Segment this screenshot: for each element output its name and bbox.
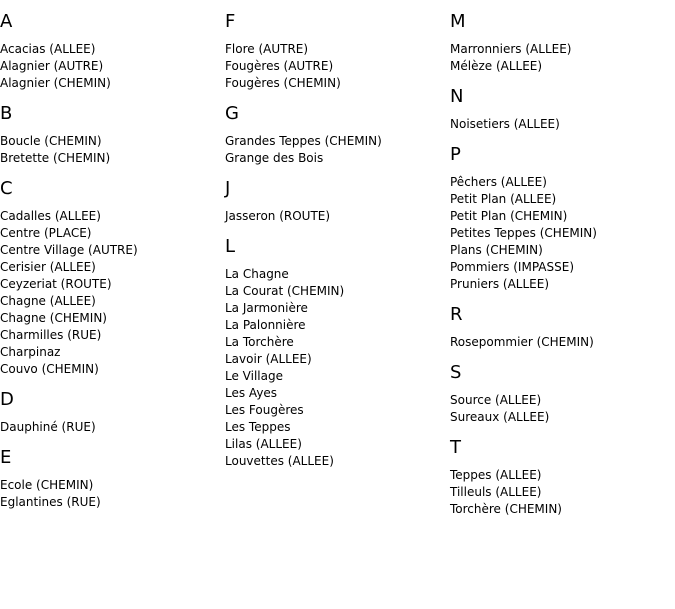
letter-heading: L [225,236,236,257]
street-entry: La Courat (CHEMIN) [225,284,345,298]
street-entry: La Jarmonière [225,301,308,315]
street-entry: La Torchère [225,335,294,349]
street-entry: Petit Plan (ALLEE) [450,192,557,206]
letter-group [0,447,225,511]
letter-heading: A [0,11,13,32]
street-entry: Source (ALLEE) [450,393,542,407]
street-entry: Jasseron (ROUTE) [225,209,331,223]
street-list [225,208,450,225]
street-list [450,392,675,426]
letter-heading: G [225,103,239,124]
letter-heading: B [0,103,13,124]
street-list [0,41,225,92]
street-entry: Lavoir (ALLEE) [225,352,312,366]
street-entry: Boucle (CHEMIN) [0,134,102,148]
street-entry: Grandes Teppes (CHEMIN) [225,134,382,148]
street-entry: Mélèze (ALLEE) [450,59,543,73]
street-entry: Centre (PLACE) [0,226,92,240]
street-list [0,419,225,436]
letter-group [450,362,675,426]
letter-group [0,103,225,167]
street-list [450,334,675,351]
street-index-column-3 [450,0,675,518]
street-entry: Ecole (CHEMIN) [0,478,94,492]
street-entry: Acacias (ALLEE) [0,42,96,56]
letter-heading: M [450,11,466,32]
street-list [225,266,450,470]
street-list [450,116,675,133]
street-entry: Pommiers (IMPASSE) [450,260,574,274]
letter-heading: R [450,304,463,325]
street-list [0,208,225,378]
street-entry: Centre Village (AUTRE) [0,243,138,257]
street-entry: Fougères (CHEMIN) [225,76,341,90]
street-entry: Les Fougères [225,403,304,417]
street-entry: Les Teppes [225,420,291,434]
street-list [450,174,675,293]
letter-heading: E [0,447,12,468]
street-entry: Bretette (CHEMIN) [0,151,111,165]
letter-heading: P [450,144,461,165]
street-entry: Plans (CHEMIN) [450,243,543,257]
street-entry: Chagne (ALLEE) [0,294,96,308]
street-entry: Sureaux (ALLEE) [450,410,550,424]
street-entry: Le Village [225,369,283,383]
street-index-column-2 [225,0,450,470]
street-index-column-1 [0,0,225,511]
street-entry: Pruniers (ALLEE) [450,277,549,291]
street-entry: Petites Teppes (CHEMIN) [450,226,597,240]
letter-heading: S [450,362,462,383]
letter-heading: F [225,11,236,32]
letter-group [225,103,450,167]
street-entry: Torchère (CHEMIN) [450,502,562,516]
letter-group [0,389,225,436]
street-list [0,133,225,167]
letter-group [225,236,450,470]
letter-heading: T [450,437,461,458]
letter-group [0,11,225,92]
street-entry: Fougères (AUTRE) [225,59,334,73]
street-entry: Rosepommier (CHEMIN) [450,335,594,349]
letter-group [225,178,450,225]
letter-group [450,437,675,518]
letter-group [0,178,225,378]
street-entry: La Palonnière [225,318,306,332]
street-entry: Les Ayes [225,386,278,400]
letter-heading: D [0,389,14,410]
street-list [225,41,450,92]
letter-heading: N [450,86,464,107]
letter-group [450,11,675,75]
street-entry: Marronniers (ALLEE) [450,42,572,56]
street-entry: Chagne (CHEMIN) [0,311,107,325]
street-entry: La Chagne [225,267,289,281]
street-entry: Noisetiers (ALLEE) [450,117,560,131]
letter-group [225,11,450,92]
street-entry: Pêchers (ALLEE) [450,175,547,189]
street-entry: Tilleuls (ALLEE) [450,485,542,499]
street-entry: Alagnier (AUTRE) [0,59,104,73]
street-entry: Charmilles (RUE) [0,328,102,342]
street-entry: Charpinaz [0,345,61,359]
letter-group [450,144,675,293]
street-entry: Petit Plan (CHEMIN) [450,209,568,223]
street-entry: Ceyzeriat (ROUTE) [0,277,112,291]
street-list [0,477,225,511]
street-entry: Teppes (ALLEE) [450,468,542,482]
letter-heading: J [225,178,231,199]
letter-group [450,304,675,351]
letter-group [450,86,675,133]
street-entry: Dauphiné (RUE) [0,420,96,434]
street-entry: Cadalles (ALLEE) [0,209,101,223]
street-entry: Grange des Bois [225,151,324,165]
street-list [450,467,675,518]
street-entry: Couvo (CHEMIN) [0,362,99,376]
street-list [225,133,450,167]
street-entry: Louvettes (ALLEE) [225,454,334,468]
street-entry: Eglantines (RUE) [0,495,101,509]
street-list [450,41,675,75]
street-entry: Alagnier (CHEMIN) [0,76,111,90]
street-entry: Lilas (ALLEE) [225,437,302,451]
street-entry: Flore (AUTRE) [225,42,309,56]
letter-heading: C [0,178,13,199]
street-entry: Cerisier (ALLEE) [0,260,96,274]
